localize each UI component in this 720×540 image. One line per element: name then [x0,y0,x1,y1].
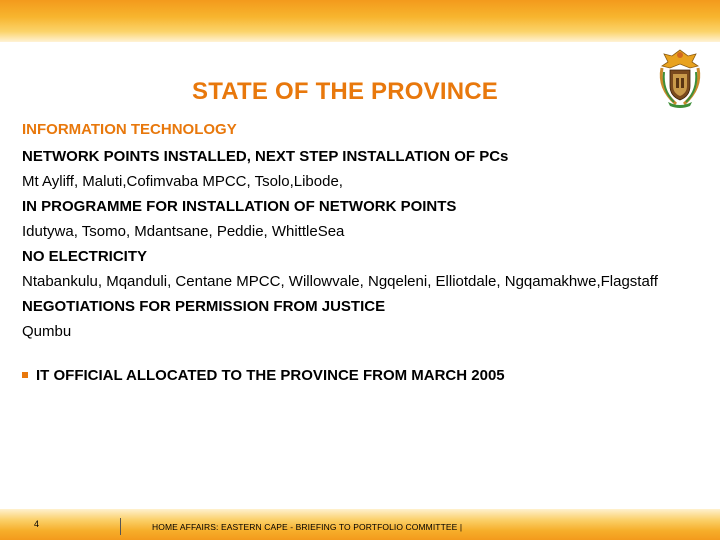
section-subheading: INFORMATION TECHNOLOGY [22,121,237,138]
locations-no-electricity: Ntabankulu, Mqanduli, Centane MPCC, Willowvale, Ngqeleni, Elliotdale, Ngqamakhwe,Flagstaff [22,273,658,290]
locations-installed: Mt Ayliff, Maluti,Cofimvaba MPCC, Tsolo,Libode, [22,173,343,190]
footer-text: HOME AFFAIRS: EASTERN CAPE - BRIEFING TO PORTFOLIO COMMITTEE | [152,522,463,532]
status-heading-in-programme: IN PROGRAMME FOR INSTALLATION OF NETWORK POINTS [22,198,457,215]
slide-body [22,121,692,384]
bullet-item [22,367,692,384]
bullet-square-icon [22,372,28,378]
status-heading-installed: NETWORK POINTS INSTALLED, NEXT STEP INSTALLATION OF PCs [22,148,509,165]
status-heading-negotiations: NEGOTIATIONS FOR PERMISSION FROM JUSTICE [22,298,386,315]
footer-divider [120,518,121,535]
slide-title: STATE OF THE PROVINCE [192,78,498,105]
locations-negotiations: Qumbu [22,323,72,340]
page-number: 4 [34,519,40,529]
locations-in-programme: Idutywa, Tsomo, Mdantsane, Peddie, WhittleSea [22,223,345,240]
bullet-text: IT OFFICIAL ALLOCATED TO THE PROVINCE FROM MARCH 2005 [36,367,505,384]
status-heading-no-electricity: NO ELECTRICITY [22,248,148,265]
coat-of-arms-icon [654,46,706,108]
top-gradient-bar [0,0,720,42]
